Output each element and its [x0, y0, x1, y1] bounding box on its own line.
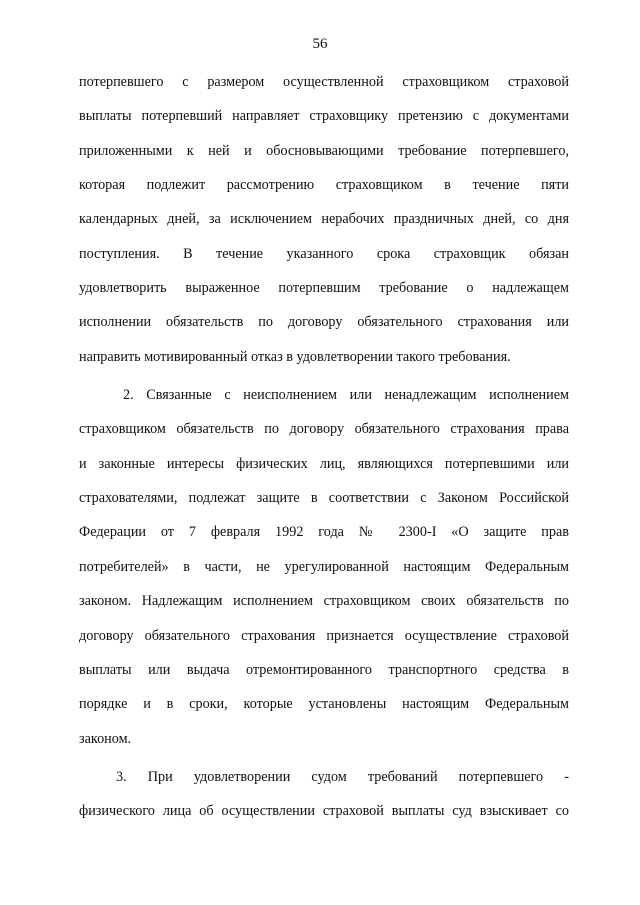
document-body — [79, 74, 569, 838]
text-line: которая подлежит рассмотрению страховщиком в течение пяти — [79, 177, 569, 194]
text-line: страхователями, подлежат защите в соответствии с Законом Российской — [79, 490, 569, 507]
text-line: потерпевшего с размером осуществленной страховщиком страховой — [79, 74, 569, 90]
text-line: приложенными к ней и обосновывающими требование потерпевшего, — [79, 142, 569, 159]
text-line: календарных дней, за исключением нерабочих праздничных дней, со дня — [79, 211, 569, 228]
text-line: законом. — [79, 730, 132, 747]
text-line: 3. При удовлетворении судом требований потерпевшего - — [116, 768, 569, 785]
text-line: удовлетворить выраженное потерпевшим требование о надлежащем — [79, 280, 569, 297]
text-line: законом. Надлежащим исполнением страховщиком своих обязательств по — [79, 593, 569, 610]
text-line: договору обязательного страхования признается осуществление страховой — [79, 627, 569, 644]
text-line: 2. Связанные с неисполнением или ненадлежащим исполнением — [123, 387, 569, 404]
text-line: страховщиком обязательств по договору обязательного страхования права — [79, 421, 569, 438]
text-line: выплаты или выдача отремонтированного транспортного средства в — [79, 661, 569, 678]
text-line: Федерации от 7 февраля 1992 года № 2300-I «О защите прав — [79, 524, 569, 541]
text-line: потребителей» в части, не урегулированной настоящим Федеральным — [79, 558, 569, 575]
text-line: физического лица об осуществлении страховой выплаты суд взыскивает со — [79, 803, 569, 820]
text-line: направить мотивированный отказ в удовлетворении такого требования. — [79, 348, 511, 365]
page-number: 56 — [312, 36, 328, 52]
text-line: поступления. В течение указанного срока страховщик обязан — [79, 245, 569, 262]
text-line: и законные интересы физических лиц, являющихся потерпевшими или — [79, 455, 569, 472]
text-line: исполнении обязательств по договору обязательного страхования или — [79, 314, 569, 331]
text-line: порядке и в сроки, которые установлены настоящим Федеральным — [79, 696, 569, 713]
text-line: выплаты потерпевший направляет страховщику претензию с документами — [79, 108, 569, 125]
